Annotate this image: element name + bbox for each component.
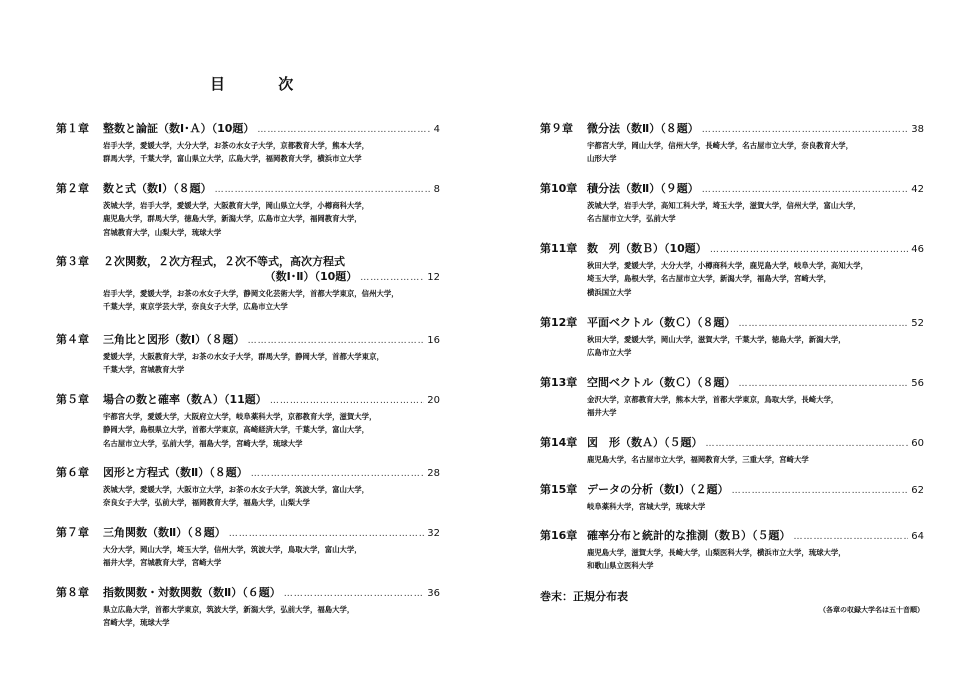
university-list — [103, 350, 440, 377]
chapter-entry — [56, 526, 440, 570]
page-number: 56 — [911, 378, 924, 389]
university-line: 鹿児島大学，名古屋市立大学，福岡教育大学，三重大学，宮崎大学 — [587, 455, 809, 464]
chapter-heading — [56, 122, 440, 137]
leader-dots — [794, 530, 909, 544]
university-line: 大分大学，岡山大学，埼玉大学，信州大学，筑波大学，鳥取大学，富山大学， — [103, 545, 362, 554]
university-line: 山形大学 — [587, 154, 617, 164]
chapter-entry — [540, 122, 924, 166]
leader-dots — [257, 123, 430, 137]
chapter-number: 第11章 — [540, 242, 578, 255]
chapter-title: 図 形（数Ａ）（５題） — [587, 436, 703, 449]
university-line: 宮崎大学，琉球大学 — [103, 618, 170, 628]
page-number: 60 — [911, 438, 924, 449]
chapter-heading — [56, 255, 440, 269]
university-line: 福井大学 — [587, 408, 617, 418]
university-line: 奈良女子大学，弘前大学，福岡教育大学，福島大学，山梨大学 — [103, 498, 310, 508]
chapter-number: 第４章 — [56, 333, 89, 346]
university-list — [587, 259, 924, 299]
chapter-heading — [56, 393, 440, 408]
university-list — [587, 546, 924, 573]
university-list — [587, 500, 924, 513]
chapter-number: 第５章 — [56, 393, 89, 406]
chapter-subtitle: （数Ⅰ･Ⅱ）（10題） — [264, 270, 358, 283]
university-line: 名古屋市立大学，弘前大学 — [587, 214, 676, 224]
chapter-heading — [540, 242, 924, 257]
chapter-heading — [56, 182, 440, 197]
page-number: 64 — [911, 531, 924, 542]
leader-dots — [739, 317, 909, 331]
chapter-heading — [540, 182, 924, 197]
university-line: 岐阜薬科大学，宮城大学，琉球大学 — [587, 502, 706, 511]
university-line: 静岡大学，島根県立大学，首都大学東京，高崎経済大学，千葉大学，富山大学， — [103, 425, 370, 435]
chapter-title: ２次関数，２次方程式，２次不等式，高次方程式 — [103, 255, 345, 268]
chapter-number: 第３章 — [56, 255, 89, 268]
university-line: 埼玉大学，島根大学，名古屋市立大学，新潟大学，福島大学，宮崎大学， — [587, 274, 831, 284]
university-line: 横浜国立大学 — [587, 287, 632, 297]
chapter-entry — [540, 529, 924, 573]
chapter-entry — [56, 466, 440, 510]
university-list — [587, 453, 924, 466]
university-line: 岩手大学，愛媛大学，大分大学，お茶の水女子大学，京都教育大学，熊本大学， — [103, 141, 370, 150]
chapter-heading — [540, 376, 924, 391]
chapter-heading — [56, 526, 440, 541]
page-number: 16 — [427, 335, 440, 346]
chapter-title: 空間ベクトル（数Ｃ）（８題） — [587, 376, 736, 389]
chapter-heading — [540, 316, 924, 331]
leader-dots — [229, 527, 425, 541]
leader-dots — [215, 183, 431, 197]
university-line: 千葉大学，東京学芸大学，奈良女子大学，広島市立大学 — [103, 302, 288, 312]
chapter-title: 数 列（数Ｂ）（10題） — [587, 242, 707, 255]
chapter-title: 整数と論証（数Ⅰ･Ａ）（10題） — [103, 122, 255, 135]
leader-dots — [248, 334, 425, 348]
chapter-title: 三角比と図形（数Ⅰ）（８題） — [103, 333, 245, 346]
chapter-title: 数と式（数Ⅰ）（８題） — [103, 182, 212, 195]
chapter-title: 確率分布と統計的な推測（数Ｂ）（５題） — [587, 529, 791, 542]
university-line: 和歌山県立医科大学 — [587, 561, 654, 571]
university-line: 群馬大学，千葉大学，富山県立大学，広島大学，福岡教育大学，横浜市立大学 — [103, 154, 362, 164]
page-title: 目 次 — [210, 75, 318, 93]
chapter-entry — [56, 255, 440, 314]
chapter-entry — [540, 483, 924, 513]
chapter-heading — [540, 122, 924, 137]
chapter-heading — [540, 436, 924, 451]
chapter-heading — [540, 529, 924, 544]
leader-dots — [732, 484, 909, 498]
page-number: 28 — [427, 468, 440, 479]
chapter-subtitle-line — [56, 270, 440, 285]
leader-dots — [284, 587, 425, 601]
university-line: 広島市立大学 — [587, 348, 632, 358]
chapter-entry — [56, 333, 440, 377]
university-list — [103, 483, 440, 510]
university-line: 鹿児島大学，群馬大学，徳島大学，新潟大学，広島市立大学，福岡教育大学， — [103, 214, 362, 224]
university-line: 県立広島大学，首都大学東京，筑波大学，新潟大学，弘前大学，福島大学， — [103, 605, 355, 614]
chapter-number: 第13章 — [540, 376, 578, 389]
university-list — [587, 393, 924, 420]
page-number: 12 — [427, 272, 440, 283]
chapter-number: 第９章 — [540, 122, 573, 135]
chapter-title: 平面ベクトル（数Ｃ）（８題） — [587, 316, 736, 329]
chapter-title: 図形と方程式（数Ⅱ）（８題） — [103, 466, 248, 479]
leader-dots — [710, 243, 908, 257]
page-number: 4 — [433, 124, 440, 135]
chapter-number: 第16章 — [540, 529, 578, 542]
chapter-entry — [56, 586, 440, 630]
leader-dots — [270, 394, 424, 408]
chapter-title: データの分析（数Ⅰ）（２題） — [587, 483, 729, 496]
chapter-number: 第14章 — [540, 436, 578, 449]
chapter-entry — [540, 436, 924, 466]
chapter-entry — [540, 242, 924, 299]
university-line: 宇都宮大学，岡山大学，信州大学，長崎大学，名古屋市立大学，奈良教育大学， — [587, 141, 854, 150]
leader-dots — [706, 437, 909, 451]
chapter-number: 第６章 — [56, 466, 89, 479]
university-line: 宮城教育大学，山梨大学，琉球大学 — [103, 227, 222, 237]
chapter-title: 積分法（数Ⅱ）（９題） — [587, 182, 699, 195]
page-number: 36 — [427, 588, 440, 599]
university-line: 愛媛大学，大阪教育大学，お茶の水女子大学，群馬大学，静岡大学，首都大学東京， — [103, 352, 384, 361]
chapter-number: 第10章 — [540, 182, 578, 195]
page-number: 32 — [427, 528, 440, 539]
appendix-entry: 巻末：正規分布表 — [540, 590, 628, 603]
chapter-entry — [56, 393, 440, 450]
chapter-number: 第１章 — [56, 122, 89, 135]
chapter-number: 第15章 — [540, 483, 578, 496]
university-line: 金沢大学，京都教育大学，熊本大学，首都大学東京，鳥取大学，長崎大学， — [587, 395, 839, 404]
university-list — [103, 603, 440, 630]
university-line: 秋田大学，愛媛大学，岡山大学，滋賀大学，千葉大学，徳島大学，新潟大学， — [587, 335, 846, 344]
university-list — [103, 287, 440, 314]
leader-dots — [739, 377, 909, 391]
university-list — [103, 543, 440, 570]
university-line: 千葉大学，宮城教育大学 — [103, 365, 185, 375]
page-number: 62 — [911, 485, 924, 496]
chapter-number: 第７章 — [56, 526, 89, 539]
page-number: 42 — [911, 184, 924, 195]
university-list — [103, 199, 440, 239]
page-number: 20 — [427, 395, 440, 406]
chapter-entry — [540, 182, 924, 226]
university-list — [103, 410, 440, 450]
page-number: 8 — [433, 184, 440, 195]
chapter-heading — [56, 466, 440, 481]
chapter-heading — [56, 333, 440, 348]
page-number: 38 — [911, 124, 924, 135]
chapter-title: 三角関数（数Ⅱ）（８題） — [103, 526, 226, 539]
university-list — [587, 199, 924, 226]
leader-dots — [702, 123, 909, 137]
page-number: 52 — [911, 318, 924, 329]
chapter-heading — [56, 586, 440, 601]
chapter-number: 第８章 — [56, 586, 89, 599]
chapter-entry — [540, 376, 924, 420]
leader-dots — [251, 467, 425, 481]
university-line: 福井大学，宮城教育大学，宮崎大学 — [103, 558, 222, 568]
chapter-entry — [56, 122, 440, 166]
university-line: 茨城大学，岩手大学，高知工科大学，埼玉大学，滋賀大学，信州大学，富山大学， — [587, 201, 861, 210]
chapter-number: 第12章 — [540, 316, 578, 329]
chapter-entry — [540, 316, 924, 360]
chapter-title: 微分法（数Ⅱ）（８題） — [587, 122, 699, 135]
university-line: 宇都宮大学，愛媛大学，大阪府立大学，岐阜薬科大学，京都教育大学，滋賀大学， — [103, 412, 377, 421]
university-list — [587, 139, 924, 166]
order-note: （各章の収録大学名は五十音順） — [819, 606, 924, 614]
university-line: 岩手大学，愛媛大学，お茶の水女子大学，静岡文化芸術大学，首都大学東京，信州大学， — [103, 289, 399, 298]
chapter-entry — [56, 182, 440, 239]
page-number: 46 — [911, 244, 924, 255]
leader-dots — [360, 271, 424, 285]
university-line: 茨城大学，岩手大学，愛媛大学，大阪教育大学，岡山県立大学，小樽商科大学， — [103, 201, 370, 210]
chapter-title: 場合の数と確率（数Ａ）（11題） — [103, 393, 267, 406]
chapter-heading — [540, 483, 924, 498]
university-line: 茨城大学，愛媛大学，大阪市立大学，お茶の水女子大学，筑波大学，富山大学， — [103, 485, 370, 494]
university-line: 秋田大学，愛媛大学，大分大学，小樽商科大学，鹿児島大学，岐阜大学，高知大学， — [587, 261, 868, 270]
university-line: 名古屋市立大学，弘前大学，福島大学，宮崎大学，琉球大学 — [103, 438, 303, 448]
chapter-number: 第２章 — [56, 182, 89, 195]
chapter-title: 指数関数・対数関数（数Ⅱ）（６題） — [103, 586, 281, 599]
university-list — [103, 139, 440, 166]
leader-dots — [702, 183, 909, 197]
university-list — [587, 333, 924, 360]
university-line: 鹿児島大学，滋賀大学，長崎大学，山梨医科大学，横浜市立大学，琉球大学， — [587, 548, 846, 557]
